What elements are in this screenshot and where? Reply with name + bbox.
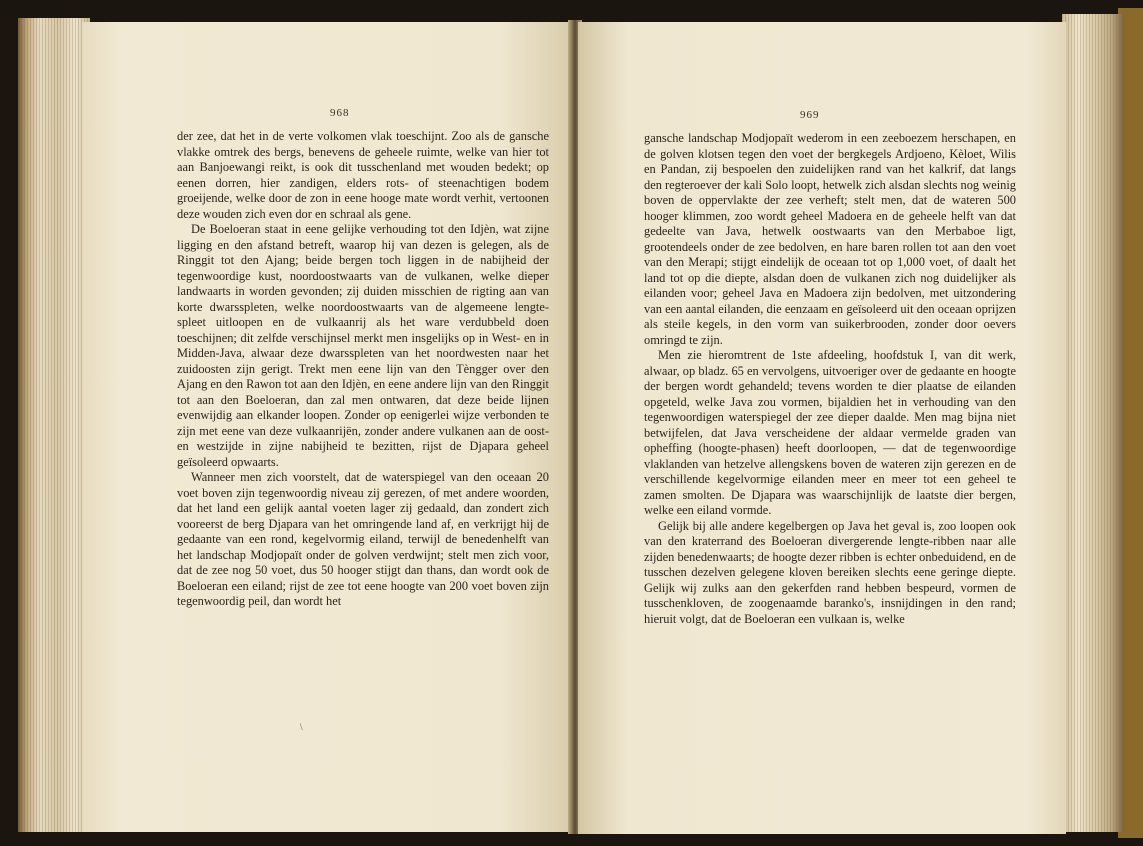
right-paragraph-1: gansche landschap Modjopaït wederom in een zeeboezem herschapen, en de golven klotsen tegen den voet der bergkegels Ardjoeno, Kèloet, Wilis en Pandan, zij bespoelen den zuidelijken rand van het kalkrif, dat langs den regteroever der kali Solo loopt, hetwelk zich alsdan slechts nog weinig boven de oppervlakte der zee verheft; stelt men, dat de wateren 500 hooger klimmen, zoo wordt geheel Madoera en de geheele helft van dat gedeelte van Java, hetwelk oostwaarts van den Merbaboe ligt, grootendeels onder de zee bedolven, en hare baren rollen tot aan den voet van den Merapi; stijgt eindelijk de oceaan tot op 1,000 voet, of daalt het land tot op die diepte, alsdan doen de vulkanen zich nog duidelijker als eilanden voor; geheel Java en Madoera zijn bedolven, met uitzondering van een aantal eilanden, die eenzaam en geïsoleerd uit den oceaan oprijzen als steile kegels, in den vorm van suikerbrooden, zonder door oevers omringd te zijn. <box>644 131 1016 347</box>
right-page <box>578 22 1066 834</box>
page-number-right: 969 <box>800 109 820 121</box>
page-number-left: 968 <box>330 107 350 119</box>
left-page-edges <box>18 18 90 832</box>
left-paragraph-1: der zee, dat het in de verte volkomen vlak toeschijnt. Zoo als de gansche vlakke omtrek des bergs, benevens de geheele ruimte, welke van hier tot aan Banjoewangi reikt, is ook dit tusschenland met wouden bedekt; op eenen dorren, hier zandigen, elders rots- of steenachtigen bodem groeijende, welke door de zon in eene hooge mate wordt verhit, vertoonen deze wouden zich even dor en schraal als gene. <box>177 129 549 221</box>
left-page <box>82 22 572 832</box>
right-paragraph-2: Men zie hieromtrent de 1ste afdeeling, hoofdstuk I, van dit werk, alwaar, op bladz. 65 en vervolgens, uitvoeriger over de gedaante en hoogte der bergen wordt gehandeld; tevens worden te dier plaatse de eilanden opgeteld, welke Java zou vormen, bijaldien het in verhouding van den tegenwoordigen waterspiegel der zee dieper daalde. Men mag bijna niet betwijfelen, dat Java verscheidene der aldaar vermelde graden van opheffing (hoogte-phasen) heeft doorloopen, — dat de tegenwoordige vlaklanden van hetzelve allengskens boven de wateren zijn gerezen en de verschillende kegelvormige eilanden meer en meer tot een geheel te zamen smolten. De Djapara was waarschijnlijk de laatste dier bergen, welke een eiland vormde. <box>644 348 1016 517</box>
left-paragraph-2: De Boeloeran staat in eene gelijke verhouding tot den Idjèn, wat zijne ligging en den afstand betreft, waarop hij van dezen is gelegen, als de Ringgit tot den Ajang; beide bergen toch liggen in de nabijheid der tegenwoordige kust, noordoostwaarts van de vulkanen, welke dieper landwaarts in worden gevonden; zij duiden misschien de rigting aan van korte dwarsspleten, welke noordoostwaarts van de algemeene lengte-spleet uitloopen en de vulkaanrij als het ware verdubbeld doen toeschijnen; dit zelfde verschijnsel merkt men insgelijks op in West- en in Midden-Java, alwaar deze dwarsspleten van het noordwesten naar het zuidoosten zijn gerigt. Trekt men eene lijn van den Tèngger over den Ajang en den Rawon tot aan den Idjèn, en eene andere lijn van den Ringgit tot aan den Boeloeran, dan zal men ontwaren, dat deze beide lijnen evenwijdig aan elkander loopen. Zonder op eenigerlei wijze verbonden te zijn met eene van deze vulkaanrijën, zonder andere vulkanen aan de oost- en westzijde in zijne nabijheid te bezitten, rijst de Djapara geheel geïsoleerd opwaarts. <box>177 222 549 469</box>
right-paragraph-3: Gelijk bij alle andere kegelbergen op Java het geval is, zoo loopen ook van den kraterrand des Boeloeran divergerende lengte-ribben naar alle zijden benedenwaarts; de hoogte dezer ribben is echter onbeduidend, en de tusschen dezelven gelegene kloven bereiken slechts eene geringe diepte. Gelijk wij zulks aan den gekerfden rand hebben bespeurd, vormen de tusschenkloven, de zoogenaamde baranko's, insnijdingen in den rand; hieruit volgt, dat de Boeloeran een vulkaan is, welke <box>644 518 1016 626</box>
left-page-text <box>177 129 549 610</box>
right-page-text <box>644 131 1016 627</box>
left-paragraph-3: Wanneer men zich voorstelt, dat de waterspiegel van den oceaan 20 voet boven zijn tegenwoordig niveau zij gerezen, of met andere woorden, dat het land een gelijk aantal voeten lager zij gedaald, dan zondert zich vooreerst de berg Djapara van het omringende land af, en verkrijgt hij de gedaante van een rond, kegelvormig eiland, terwijl de benedenhelft van het landschap Modjopaït onder de golven verdwijnt; stelt men zich voor, dat de zee nog 50 voet, dus 50 hooger stijgt dan thans, dan wordt ook de Boeloeran een eiland; rijst de zee tot eene hoogte van 200 voet boven zijn tegenwoordig peil, dan wordt het <box>177 470 549 608</box>
stray-mark: \ <box>300 722 303 732</box>
right-page-edges <box>1062 14 1124 832</box>
